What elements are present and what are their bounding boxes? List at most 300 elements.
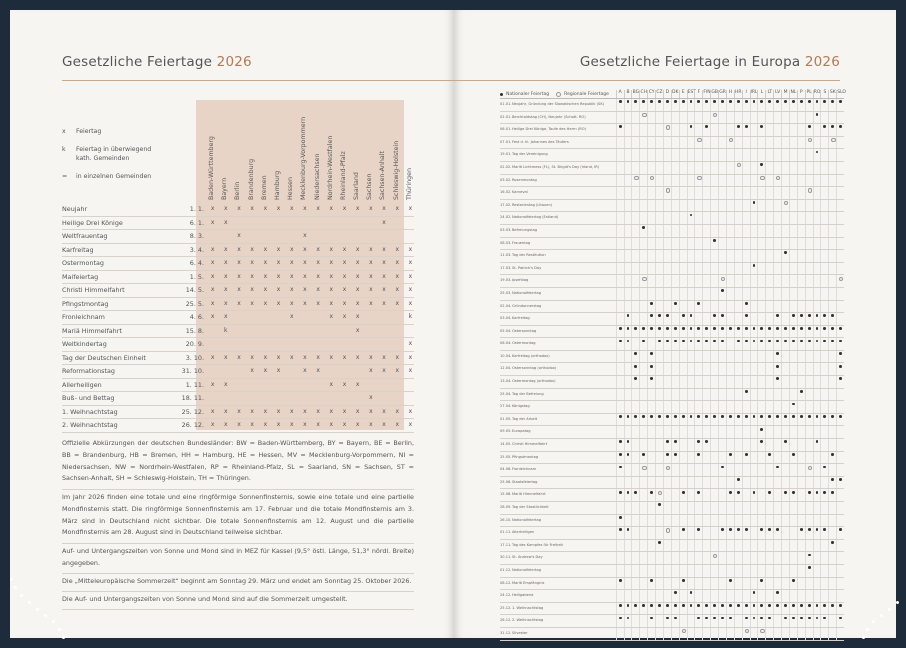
holiday-row xyxy=(62,297,414,312)
country-cell xyxy=(631,162,639,174)
country-cell xyxy=(663,464,671,476)
country-cell xyxy=(750,401,758,413)
country-cell xyxy=(663,326,671,338)
country-cell xyxy=(671,338,679,350)
country-cell xyxy=(757,578,765,590)
country-cell xyxy=(789,112,797,124)
country-cell xyxy=(687,527,695,539)
country-cell xyxy=(639,238,647,250)
row-name: Karfreitag (orthodox) xyxy=(511,353,550,358)
country-cell xyxy=(750,288,758,300)
country-cell xyxy=(639,149,647,161)
state-mark: x xyxy=(210,421,215,428)
country-cell xyxy=(710,200,718,212)
country-cell xyxy=(742,301,750,313)
table-row xyxy=(500,477,844,490)
country-cell xyxy=(687,628,695,640)
country-cell xyxy=(694,401,702,413)
country-cell xyxy=(663,351,671,363)
country-cell xyxy=(702,590,710,602)
state-label: Bremen xyxy=(260,175,268,200)
state-mark: x xyxy=(355,272,360,280)
country-cell xyxy=(631,540,639,552)
country-cell xyxy=(718,263,726,275)
country-cell xyxy=(655,326,663,338)
legend xyxy=(500,90,616,98)
country-cell xyxy=(781,540,789,552)
holiday-name: Weltkindertag xyxy=(62,340,107,348)
country-cell xyxy=(710,401,718,413)
state-mark xyxy=(246,313,259,320)
table-row xyxy=(500,313,844,326)
country-cell xyxy=(789,99,797,111)
country-cell xyxy=(836,99,844,111)
country-cell xyxy=(820,112,828,124)
state-mark xyxy=(312,327,325,334)
state-mark: x xyxy=(316,272,320,280)
holiday-row xyxy=(62,283,414,298)
state-mark: x xyxy=(342,286,347,293)
country-cell xyxy=(718,338,726,350)
state-mark: x xyxy=(237,286,241,293)
state-mark xyxy=(351,367,364,374)
country-cell xyxy=(828,502,836,514)
country-cell xyxy=(694,477,702,489)
state-mark: k xyxy=(408,313,413,320)
country-cell xyxy=(726,603,734,615)
state-mark: x xyxy=(224,259,228,266)
country-cell xyxy=(828,452,836,464)
state-header xyxy=(285,112,298,202)
country-cell xyxy=(671,162,679,174)
country-cell xyxy=(789,175,797,187)
country-cell xyxy=(765,112,773,124)
country-cell xyxy=(718,414,726,426)
country-cell xyxy=(726,112,734,124)
holiday-date: 18. 11. xyxy=(181,394,204,402)
country-cell xyxy=(631,414,639,426)
country-cell xyxy=(647,200,655,212)
country-cell xyxy=(820,338,828,350)
row-name: Fest d. hl. Johannes des Täufers xyxy=(511,139,569,144)
country-cell xyxy=(671,502,679,514)
country-cell xyxy=(813,212,821,224)
country-cell xyxy=(647,149,655,161)
country-cell xyxy=(718,590,726,602)
country-cell xyxy=(671,578,679,590)
country-cell xyxy=(836,426,844,438)
country-cell xyxy=(773,137,781,149)
state-mark xyxy=(219,367,232,374)
row-date: 24.12. xyxy=(500,593,512,598)
state-mark: x xyxy=(382,245,386,253)
country-cell xyxy=(710,502,718,514)
country-cell xyxy=(718,162,726,174)
country-cell xyxy=(828,263,836,275)
holiday-date: 6. 1. xyxy=(189,218,204,227)
country-cell xyxy=(647,552,655,564)
state-mark: x xyxy=(408,367,413,374)
state-mark xyxy=(206,232,219,239)
state-mark: x xyxy=(329,259,334,266)
holiday-marks xyxy=(206,327,417,334)
country-cell xyxy=(687,212,695,224)
country-cell xyxy=(742,313,750,325)
country-cell xyxy=(773,527,781,539)
country-cell xyxy=(616,212,624,224)
country-cell xyxy=(836,263,844,275)
country-cell xyxy=(663,590,671,602)
country-cell xyxy=(836,578,844,590)
state-mark xyxy=(338,232,351,239)
country-cell xyxy=(639,187,647,199)
holiday-marks xyxy=(206,381,417,388)
country-cell xyxy=(655,363,663,375)
holiday-date: 14. 5. xyxy=(185,286,204,294)
state-mark xyxy=(219,232,232,239)
country-cell xyxy=(702,414,710,426)
state-mark xyxy=(391,394,404,401)
country-cell xyxy=(639,439,647,451)
country-cell xyxy=(781,401,789,413)
country-cell xyxy=(694,376,702,388)
table-row xyxy=(500,326,844,339)
country-cell xyxy=(631,439,639,451)
country-cell xyxy=(694,615,702,627)
country-cell xyxy=(726,301,734,313)
state-mark: x xyxy=(329,286,334,293)
country-cell xyxy=(671,426,679,438)
country-cell xyxy=(765,200,773,212)
country-cell xyxy=(836,565,844,577)
country-cell xyxy=(616,552,624,564)
country-cell xyxy=(781,489,789,501)
country-cell xyxy=(655,99,663,111)
country-cell xyxy=(805,603,813,615)
country-cell xyxy=(765,301,773,313)
country-cell xyxy=(773,212,781,224)
country-cell xyxy=(639,326,647,338)
country-cell xyxy=(781,175,789,187)
state-mark: x xyxy=(250,353,254,361)
state-mark xyxy=(272,394,285,401)
country-cell xyxy=(742,527,750,539)
holiday-marks xyxy=(206,300,417,307)
state-mark: x xyxy=(408,299,413,307)
country-cell xyxy=(813,578,821,590)
country-cell xyxy=(757,414,765,426)
state-mark: x xyxy=(224,205,228,212)
country-cell xyxy=(647,351,655,363)
state-mark xyxy=(377,394,390,401)
country-cell xyxy=(616,426,624,438)
country-cell xyxy=(639,225,647,237)
country-cell xyxy=(750,452,758,464)
country-cell xyxy=(624,200,632,212)
country-cell xyxy=(805,238,813,250)
country-cell xyxy=(624,162,632,174)
country-cell xyxy=(805,502,813,514)
country-cell xyxy=(639,565,647,577)
row-name: Tag der Staatlichkeit xyxy=(511,505,549,509)
state-mark: x xyxy=(395,205,399,212)
country-cell xyxy=(742,464,750,476)
country-cell xyxy=(734,565,742,577)
country-cell xyxy=(757,175,765,187)
country-cell xyxy=(639,263,647,275)
country-cell xyxy=(820,603,828,615)
state-mark xyxy=(285,327,298,334)
country-cell xyxy=(624,590,632,602)
state-mark: x xyxy=(276,272,281,280)
country-cell xyxy=(631,313,639,325)
country-cell xyxy=(797,137,805,149)
country-cell xyxy=(828,225,836,237)
legend-item: = in einzelnen Gemeinden xyxy=(62,173,152,180)
country-cell xyxy=(687,565,695,577)
state-mark: x xyxy=(355,380,360,388)
country-cell xyxy=(624,187,632,199)
country-cell xyxy=(687,149,695,161)
row-date: 11.03. xyxy=(500,253,512,258)
country-cell xyxy=(765,376,773,388)
row-date: 30.11. xyxy=(500,555,512,560)
country-cell xyxy=(813,200,821,212)
country-cell xyxy=(624,263,632,275)
state-mark: x xyxy=(395,245,399,253)
country-cell xyxy=(836,376,844,388)
country-cell xyxy=(836,401,844,413)
state-mark: x xyxy=(210,286,215,293)
country-cell xyxy=(639,376,647,388)
row-name: Ostersonntag (orthodox) xyxy=(511,366,557,371)
state-mark xyxy=(298,340,311,347)
country-cell xyxy=(836,540,844,552)
state-mark: x xyxy=(237,259,241,266)
state-mark xyxy=(272,327,285,334)
country-cell xyxy=(765,137,773,149)
state-mark: x xyxy=(210,313,215,320)
state-mark: k xyxy=(224,326,228,334)
country-cell xyxy=(718,603,726,615)
country-cell xyxy=(797,414,805,426)
national-dot-icon xyxy=(500,93,503,96)
country-cell xyxy=(836,389,844,401)
country-cell xyxy=(797,452,805,464)
country-cell xyxy=(750,149,758,161)
country-cell xyxy=(726,124,734,136)
state-mark: x xyxy=(382,367,386,374)
country-cell xyxy=(805,149,813,161)
country-cell xyxy=(718,99,726,111)
country-cell xyxy=(663,552,671,564)
state-mark xyxy=(298,327,311,334)
country-cell xyxy=(734,540,742,552)
country-cell xyxy=(616,565,624,577)
country-cell xyxy=(805,590,813,602)
country-cell xyxy=(757,527,765,539)
holiday-name: Karfreitag xyxy=(62,245,94,254)
state-mark: x xyxy=(329,205,334,212)
holiday-marks xyxy=(206,286,417,293)
country-cell xyxy=(742,578,750,590)
state-label: Hamburg xyxy=(273,170,281,200)
country-cell xyxy=(789,590,797,602)
state-mark: x xyxy=(342,407,347,415)
country-cell xyxy=(671,477,679,489)
country-cell xyxy=(671,250,679,262)
country-cell xyxy=(694,351,702,363)
state-mark: x xyxy=(237,353,241,361)
country-cell xyxy=(797,552,805,564)
country-cell xyxy=(813,552,821,564)
state-mark xyxy=(351,232,364,239)
country-cell xyxy=(718,124,726,136)
country-cell xyxy=(702,149,710,161)
country-cell xyxy=(663,502,671,514)
state-mark: x xyxy=(329,299,334,307)
table-row xyxy=(500,464,844,477)
state-mark xyxy=(246,232,259,239)
country-cell xyxy=(765,263,773,275)
table-row xyxy=(500,363,844,376)
row-date: 08.12. xyxy=(500,580,512,585)
country-cell xyxy=(820,326,828,338)
holiday-date: 1. 1. xyxy=(189,205,204,213)
country-cell xyxy=(805,540,813,552)
table-row xyxy=(500,376,844,389)
country-cell xyxy=(828,200,836,212)
country-cell xyxy=(820,376,828,388)
country-cell xyxy=(679,439,687,451)
row-name: Ostermontag (orthodox) xyxy=(511,379,556,384)
country-cell xyxy=(687,401,695,413)
country-cell xyxy=(734,288,742,300)
country-cell xyxy=(687,275,695,287)
country-cell xyxy=(694,326,702,338)
country-cell xyxy=(647,615,655,627)
country-cell xyxy=(710,326,718,338)
hole-dot xyxy=(20,594,23,597)
country-cell xyxy=(750,225,758,237)
country-cell xyxy=(655,540,663,552)
country-cell xyxy=(734,338,742,350)
country-cell xyxy=(726,162,734,174)
country-cell xyxy=(805,263,813,275)
country-cell xyxy=(710,477,718,489)
country-cell xyxy=(663,489,671,501)
country-cell xyxy=(639,615,647,627)
country-cell xyxy=(828,124,836,136)
table-row xyxy=(500,187,844,200)
country-cell xyxy=(836,238,844,250)
country-cell xyxy=(820,99,828,111)
country-cell xyxy=(616,628,624,640)
country-cell xyxy=(687,338,695,350)
country-cell xyxy=(734,175,742,187)
country-cell xyxy=(734,615,742,627)
country-cell xyxy=(647,175,655,187)
country-cell xyxy=(718,515,726,527)
country-cell xyxy=(765,99,773,111)
hole-dot xyxy=(862,636,865,639)
hole-dot xyxy=(14,586,17,589)
state-label: Schleswig-Holstein xyxy=(392,140,400,200)
country-cell xyxy=(797,603,805,615)
holiday-marks xyxy=(206,367,417,374)
country-cell xyxy=(631,288,639,300)
country-header: LT xyxy=(765,90,773,98)
country-cell xyxy=(718,389,726,401)
europe-holiday-table xyxy=(500,90,844,641)
state-mark xyxy=(325,327,338,334)
country-cell xyxy=(631,238,639,250)
country-cell xyxy=(789,187,797,199)
country-cell xyxy=(631,275,639,287)
table-row xyxy=(500,401,844,414)
state-mark xyxy=(325,367,338,374)
country-cell xyxy=(718,275,726,287)
country-cell xyxy=(694,275,702,287)
country-cell xyxy=(631,212,639,224)
state-mark xyxy=(338,327,351,334)
state-mark xyxy=(219,394,232,401)
country-cell xyxy=(797,477,805,489)
country-cell xyxy=(687,540,695,552)
country-cell xyxy=(836,527,844,539)
country-cell xyxy=(828,376,836,388)
country-cell xyxy=(757,452,765,464)
country-cell xyxy=(773,389,781,401)
country-cell xyxy=(718,326,726,338)
country-cell xyxy=(718,313,726,325)
country-cell xyxy=(813,225,821,237)
country-cell xyxy=(765,313,773,325)
country-cell xyxy=(820,565,828,577)
country-cell xyxy=(820,615,828,627)
country-cell xyxy=(624,338,632,350)
country-cell xyxy=(805,301,813,313)
country-cell xyxy=(734,313,742,325)
country-cell xyxy=(718,149,726,161)
country-cell xyxy=(757,515,765,527)
legend-item: k Feiertag in überwiegend kath. Gemeinden xyxy=(62,146,152,162)
country-cell xyxy=(710,552,718,564)
state-mark: x xyxy=(303,367,307,374)
country-cell xyxy=(789,313,797,325)
state-mark: x xyxy=(237,205,241,212)
country-cell xyxy=(679,99,687,111)
holiday-date: 6. 4. xyxy=(189,259,204,267)
holiday-row xyxy=(62,256,414,271)
country-cell xyxy=(820,162,828,174)
state-mark xyxy=(232,219,245,226)
state-header xyxy=(272,112,285,202)
holiday-marks xyxy=(206,273,417,280)
country-cell xyxy=(726,502,734,514)
country-header: GR xyxy=(718,90,726,98)
state-mark xyxy=(259,394,272,401)
state-mark: x xyxy=(316,205,320,212)
country-cell xyxy=(805,452,813,464)
country-cell xyxy=(647,401,655,413)
country-cell xyxy=(616,603,624,615)
country-cell xyxy=(797,212,805,224)
country-cell xyxy=(639,578,647,590)
legend xyxy=(62,127,202,190)
country-cell xyxy=(789,149,797,161)
country-cell xyxy=(710,301,718,313)
